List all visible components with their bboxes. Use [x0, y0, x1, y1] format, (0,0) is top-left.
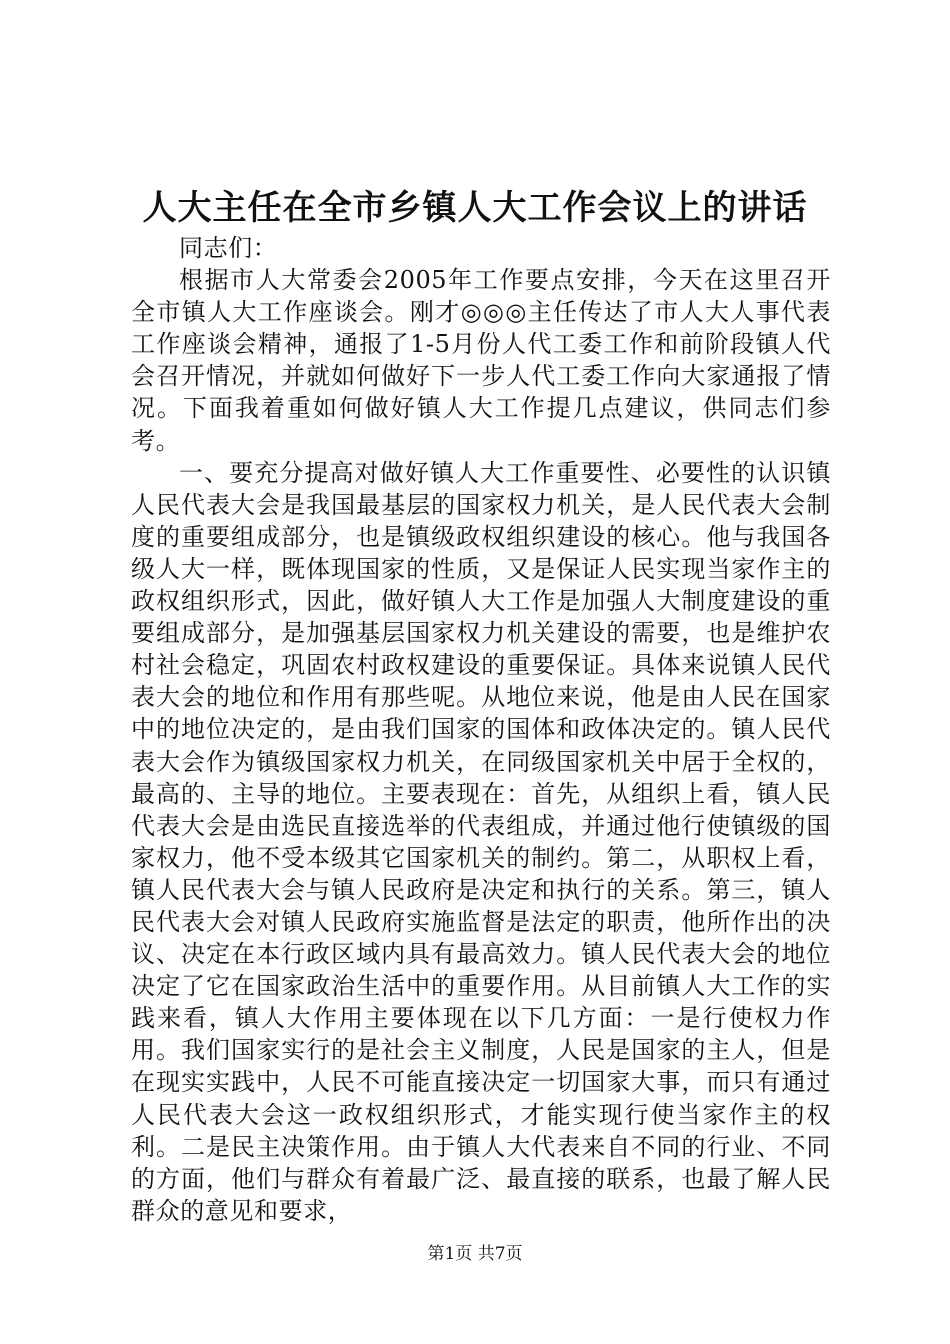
- salutation-paragraph: 同志们：: [179, 234, 278, 262]
- page-number-footer: 第1页 共7页: [427, 1244, 523, 1264]
- document-body: [131, 232, 831, 1227]
- intro-paragraph: 根据市人大常委会2005年工作要点安排，今天在这里召开全市镇人大工作座谈会。刚才◎◎◎主任传达了市人大人事代表工作座谈会精神，通报了1-5月份人代工委工作和前阶段镇人代会召开情况，并就如何做好下一步人代工委工作向大家通报了情况。下面我着重如何做好镇人大工作提几点建议，供同志们参考。: [131, 266, 831, 455]
- section-one-paragraph: 一、要充分提高对做好镇人大工作重要性、必要性的认识镇人民代表大会是我国最基层的国家权力机关，是人民代表大会制度的重要组成部分，也是镇级政权组织建设的核心。他与我国各级人大一样，既体现国家的性质，又是保证人民实现当家作主的政权组织形式，因此，做好镇人大工作是加强人大制度建设的重要组成部分，是加强基层国家权力机关建设的需要，也是维护农村社会稳定，巩固农村政权建设的重要保证。具体来说镇人民代表大会的地位和作用有那些呢。从地位来说，他是由人民在国家中的地位决定的，是由我们国家的国体和政体决定的。镇人民代表大会作为镇级国家权力机关，在同级国家机关中居于全权的，最高的、主导的地位。主要表现在：首先，从组织上看，镇人民代表大会是由选民直接选举的代表组成，并通过他行使镇级的国家权力，他不受本级其它国家机关的制约。第二，从职权上看，镇人民代表大会与镇人民政府是决定和执行的关系。第三，镇人民代表大会对镇人民政府实施监督是法定的职责，他所作出的决议、决定在本行政区域内具有最高效力。镇人民代表大会的地位决定了它在国家政治生活中的重要作用。从目前镇人大工作的实践来看，镇人大作用主要体现在以下几方面：一是行使权力作用。我们国家实行的是社会主义制度，人民是国家的主人，但是在现实实践中，人民不可能直接决定一切国家大事，而只有通过人民代表大会这一政权组织形式，才能实现行使当家作主的权利。二是民主决策作用。由于镇人大代表来自不同的行业、不同的方面，他们与群众有着最广泛、最直接的联系，也最了解人民群众的意见和要求，: [131, 458, 831, 1225]
- page-title: 人大主任在全市乡镇人大工作会议上的讲话: [142, 188, 808, 228]
